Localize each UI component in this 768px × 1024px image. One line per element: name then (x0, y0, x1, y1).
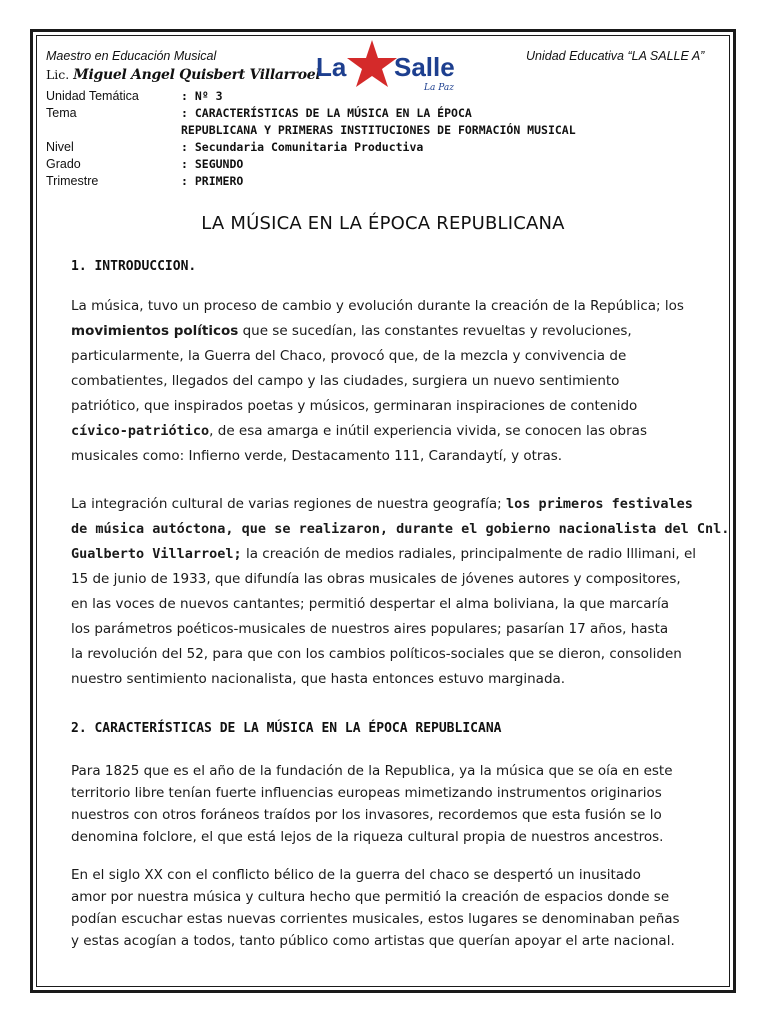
author-line (46, 67, 320, 83)
field-value-grado: : SEGUNDO (181, 157, 244, 171)
bold-text: de música autóctona, que se realizaron, durante el gobierno nacionalista del Cnl. (71, 521, 730, 537)
section-1-paragraph-1 (71, 294, 699, 469)
section-2-paragraph-2 (71, 864, 699, 952)
la-salle-logo-graphic (312, 38, 476, 94)
text-line (71, 419, 699, 444)
field-label-tema: Tema (46, 106, 77, 120)
la-salle-logo (312, 38, 476, 94)
field-label-trimestre: Trimestre (46, 174, 99, 188)
bold-text: movimientos políticos (71, 323, 239, 339)
document-title: LA MÚSICA EN LA ÉPOCA REPUBLICANA (201, 213, 565, 234)
field-value-tema: : CARACTERÍSTICAS DE LA MÚSICA EN LA ÉPOCA (181, 106, 472, 120)
field-value-trimestre: : PRIMERO (181, 174, 244, 188)
field-value-tema-cont: REPUBLICANA Y PRIMERAS INSTITUCIONES DE FORMACIÓN MUSICAL (181, 123, 576, 137)
logo-text-salle: Salle (394, 52, 455, 82)
bold-text: los primeros festivales (505, 496, 693, 512)
text-line (71, 542, 699, 567)
text-line: la revolución del 52, para que con los cambios políticos-sociales que se dieron, consoliden (71, 646, 682, 662)
text-line (71, 492, 699, 517)
text-line: amor por nuestra música y cultura hecho que permitió la creación de espacios donde se (71, 889, 670, 905)
text-line: particularmente, la Guerra del Chaco, provocó que, de la mezcla y convivencia de (71, 348, 627, 364)
text: que se sucedían, las constantes revueltas y revoluciones, (238, 323, 632, 339)
text-line: denomina folclore, el que está lejos de la riqueza cultural propia de nuestros ancestros. (71, 829, 664, 845)
text-line: podían escuchar estas nuevas corrientes musicales, estos lugares se denominaban peñas (71, 911, 680, 927)
logo-text-city: La Paz (424, 83, 454, 93)
bold-text: cívico-patriótico (71, 423, 210, 439)
text-line: nuestro sentimiento nacionalista, que hasta entonces estuvo marginada. (71, 671, 566, 687)
text-line: territorio libre tenían fuerte influencias europeas mimetizando instrumentos originarios (71, 785, 662, 801)
section-1-heading: 1. INTRODUCCION. (71, 259, 197, 274)
logo-star-shape (347, 40, 397, 87)
author-signature: Miguel Angel Quisbert Villarroel (73, 67, 321, 83)
text-line (71, 319, 699, 344)
field-label-nivel: Nivel (46, 140, 74, 154)
text-line (71, 517, 730, 542)
text-line: En el siglo XX con el conflicto bélico de la guerra del chaco se despertó un inusitado (71, 867, 641, 883)
text: La integración cultural de varias regiones de nuestra geografía; (71, 496, 506, 512)
text-line: combatientes, llegados del campo y las ciudades, surgiera un nuevo sentimiento (71, 373, 620, 389)
bold-text: Gualberto Villarroel; (71, 546, 242, 562)
text: la creación de medios radiales, principalmente de radio Illimani, el (241, 546, 697, 562)
text-line: musicales como: Infierno verde, Destacamento 111, Carandaytí, y otras. (71, 448, 563, 464)
field-value-nivel: : Secundaria Comunitaria Productiva (181, 140, 424, 154)
text-line: nuestros con otros foráneos traídos por los invasores, recordemos que esta fusión se lo (71, 807, 662, 823)
field-label-grado: Grado (46, 157, 81, 171)
section-2-paragraph-1 (71, 760, 699, 848)
section-2-heading: 2. CARACTERÍSTICAS DE LA MÚSICA EN LA ÉPOCA REPUBLICANA (71, 721, 502, 736)
header-right-title: Unidad Educativa “LA SALLE A” (526, 49, 705, 63)
text-line: 15 de junio de 1933, que difundía las obras musicales de jóvenes autores y compositores, (71, 571, 681, 587)
author-prefix: Lic. (46, 67, 70, 82)
field-label-unidad: Unidad Temática (46, 89, 139, 103)
text-line: en las voces de nuevos cantantes; permitió despertar el alma boliviana, la que marcaría (71, 596, 670, 612)
header-left-title: Maestro en Educación Musical (46, 49, 217, 63)
text: , de esa amarga e inútil experiencia vivida, se conocen las obras (209, 423, 647, 439)
section-1-paragraph-2 (71, 492, 730, 692)
text-line: La música, tuvo un proceso de cambio y evolución durante la creación de la República; los (71, 298, 684, 314)
text-line: patriótico, que inspirados poetas y músicos, germinaran inspiraciones de contenido (71, 398, 638, 414)
text-line: y estas acogían a todos, tanto público como artistas que querían apoyar el arte nacional. (71, 933, 675, 949)
field-value-unidad: : Nº 3 (181, 89, 223, 103)
text-line: los parámetros poéticos-musicales de nuestros aires populares; pasarían 17 años, hasta (71, 621, 669, 637)
logo-text-la: La (316, 52, 347, 82)
text-line: Para 1825 que es el año de la fundación de la Republica, ya la música que se oía en este (71, 763, 673, 779)
